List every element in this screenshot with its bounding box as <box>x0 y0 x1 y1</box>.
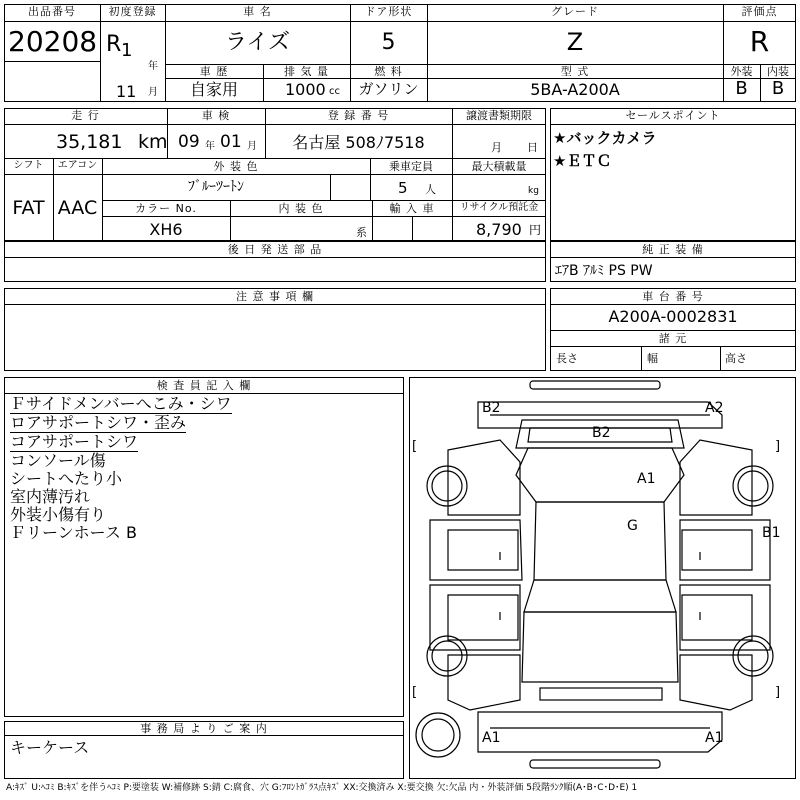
inspector-note-line: ロアサポートシワ・歪み <box>10 413 187 432</box>
car-name: ライズ <box>224 30 291 55</box>
legend: A:ｷｽﾞ U:ﾍｺﾐ B:ｷｽﾞを伴うﾍｺﾐ P:要塗装 W:補修跡 S:錆 C:腐食、穴 G:ﾌﾛﾝﾄｶﾞﾗｽ点ｷｽﾞ XX:交換済み X:要交換 欠:欠品 内・外装評価 5段階ﾗﾝｸ順(A･B･C･D･E) 1 <box>6 783 638 793</box>
bracket-mark: [ <box>412 685 418 700</box>
lot-number-label: 出品番号 <box>28 5 76 18</box>
door-label: ドア形状 <box>364 5 413 18</box>
damage-mark: A1 <box>637 471 656 487</box>
era: R <box>106 32 122 57</box>
fuel: ガソリン <box>358 80 419 98</box>
plate-label: 登 録 番 号 <box>327 109 390 122</box>
transfer-month-unit: 月 <box>491 141 502 154</box>
later-parts-label: 後 日 発 送 部 品 <box>227 243 323 256</box>
registration-month: 11 <box>116 82 137 101</box>
year-unit: 年 <box>148 61 158 72</box>
inspection-year: 09 <box>178 132 200 152</box>
mileage-label: 走 行 <box>71 109 100 122</box>
damage-mark: B2 <box>482 400 501 416</box>
inspector-label: 検 査 員 記 入 欄 <box>156 379 252 392</box>
interior-grade: B <box>771 78 785 99</box>
shift: FAT <box>12 197 45 219</box>
inspection-label: 車 検 <box>201 109 231 122</box>
recycle-label: リサイクル預託金 <box>459 202 539 213</box>
registration-year: 1 <box>121 40 133 61</box>
mileage: 35,181 <box>56 131 123 153</box>
exterior-grade-label: 外装 <box>730 65 753 78</box>
plate-number: 名古屋 508ﾉ7518 <box>292 133 425 152</box>
chassis-label: 車 台 番 号 <box>642 290 704 303</box>
max-load-label: 最大積載量 <box>471 160 527 173</box>
damage-mark: A1 <box>482 730 501 746</box>
grade: Z <box>566 28 584 56</box>
office-text: キーケース <box>10 738 90 757</box>
color-label: 外 装 色 <box>213 160 259 173</box>
capacity: 5 <box>398 179 408 197</box>
damage-mark: A1 <box>705 730 724 746</box>
damage-mark: B1 <box>762 525 781 541</box>
inspector-note-line: コアサポートシワ <box>10 432 139 451</box>
grade-label: グレード <box>551 5 599 18</box>
recycle-fee-unit: 円 <box>529 223 542 237</box>
lot-number: 20208 <box>8 25 98 58</box>
history: 自家用 <box>189 80 238 99</box>
fuel-label: 燃 料 <box>374 65 403 78</box>
interior-color-label: 内 装 色 <box>278 202 324 215</box>
bracket-mark: ] <box>775 685 781 700</box>
score-label: 評価点 <box>741 5 778 18</box>
inspection-month: 01 <box>220 132 242 152</box>
displacement: 1000 <box>285 80 326 99</box>
model-label: 型 式 <box>560 65 590 78</box>
capacity-unit: 人 <box>425 183 436 196</box>
shift-label: シフト <box>13 160 44 171</box>
damage-mark: A2 <box>705 400 724 416</box>
inspector-note-line: コンソール傷 <box>10 451 106 470</box>
transfer-day-unit: 日 <box>527 141 538 154</box>
equipment-value: ｴｱB ｱﾙﾐ PS PW <box>555 263 653 279</box>
width-label: 幅 <box>647 352 658 365</box>
month-unit: 月 <box>148 87 158 98</box>
interior-grade-label: 内装 <box>767 65 789 78</box>
aircon-label: エアコン <box>57 160 98 171</box>
history-label: 車 歴 <box>199 65 229 78</box>
equipment-label: 純 正 装 備 <box>642 243 704 256</box>
inspector-note-line: Ｆリーンホース B <box>10 523 137 542</box>
chassis-number: A200A-0002831 <box>608 307 738 326</box>
recycle-fee: 8,790 <box>476 220 522 239</box>
import-label: 輸 入 車 <box>389 202 435 215</box>
color-number-label: カラー No. <box>135 202 197 215</box>
transfer-deadline-label: 譲渡書類期限 <box>466 109 532 122</box>
first-registration-label: 初度登録 <box>108 5 157 18</box>
length-label: 長さ <box>556 352 578 365</box>
inspector-notes <box>10 395 232 542</box>
dimensions-label: 諸 元 <box>658 332 688 345</box>
inspector-note-line: Ｆサイドメンバーへこみ・シワ <box>10 394 232 413</box>
sales-points-box <box>550 108 796 241</box>
sales-points-label: セールスポイント <box>625 109 721 122</box>
body-color: ﾌﾞﾙｰﾂｰﾄﾝ <box>188 179 244 195</box>
inspection-month-unit: 月 <box>247 141 257 152</box>
color-number: XH6 <box>149 220 183 239</box>
mileage-unit: km <box>138 131 168 153</box>
max-load-unit: kg <box>528 186 539 196</box>
inspector-note-line: シートへたり小 <box>10 469 123 488</box>
sales-point-item: ★バックカメラ <box>553 129 657 147</box>
overall-score: R <box>749 25 770 58</box>
bracket-mark: ] <box>775 439 781 454</box>
door-count: 5 <box>381 30 396 55</box>
bracket-mark: [ <box>412 439 418 454</box>
displacement-label: 排 気 量 <box>284 65 329 78</box>
damage-mark: G <box>627 518 638 534</box>
exterior-grade: B <box>735 78 748 99</box>
inspector-note-line: 室内薄汚れ <box>10 487 91 506</box>
inspection-year-unit: 年 <box>205 141 215 152</box>
sales-point-item: ★ＥＴＣ <box>553 152 612 170</box>
car-name-label: 車 名 <box>243 5 272 18</box>
displacement-unit: cc <box>329 86 340 97</box>
interior-color-unit: 系 <box>356 226 367 239</box>
notes-label: 注 意 事 項 欄 <box>236 290 314 303</box>
capacity-label: 乗車定員 <box>389 160 433 173</box>
model-code: 5BA-A200A <box>530 80 620 99</box>
inspector-note-line: 外装小傷有り <box>10 505 107 524</box>
damage-mark: B2 <box>592 425 611 441</box>
height-label: 高さ <box>725 352 747 365</box>
office-label: 事 務 局 よ り ご 案 内 <box>140 722 268 735</box>
aircon: AAC <box>57 197 98 219</box>
